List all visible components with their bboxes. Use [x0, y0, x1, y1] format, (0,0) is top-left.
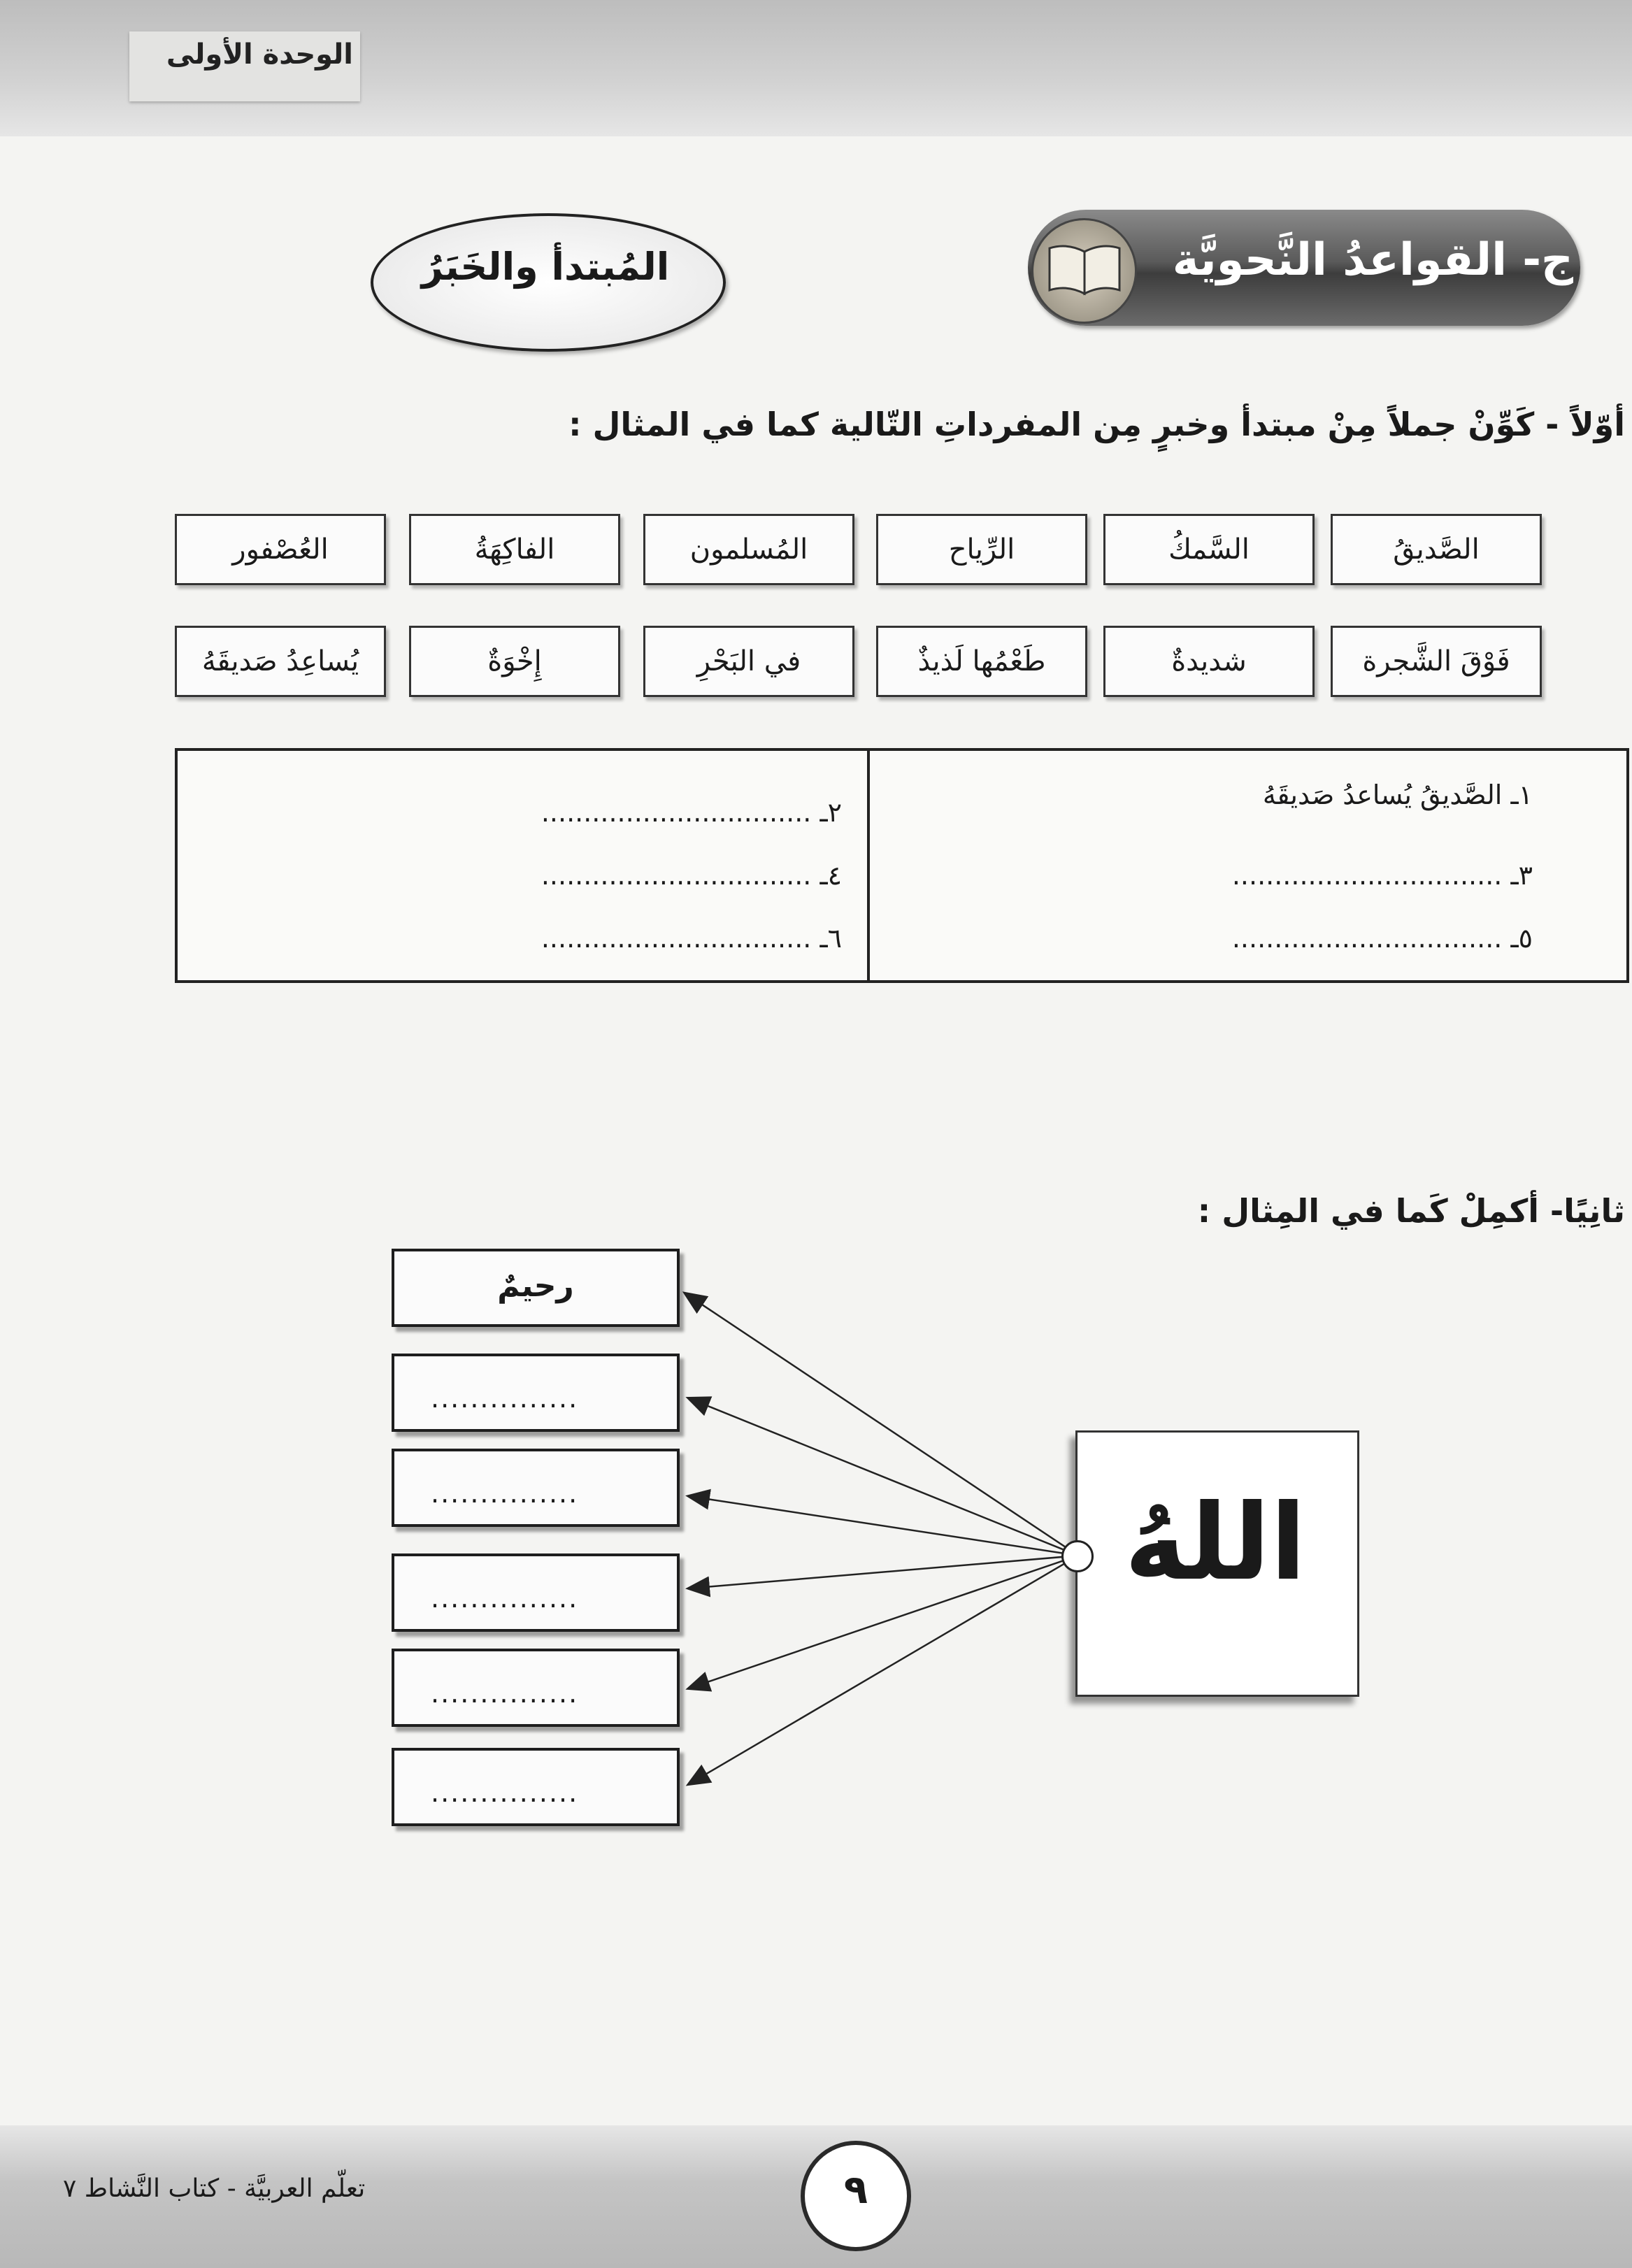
topic-title: المُبتدأ والخَبَرُ — [421, 245, 670, 289]
answer-box-5[interactable] — [392, 1649, 680, 1727]
dash: ـ — [1502, 780, 1519, 810]
dash: ـ — [1502, 860, 1519, 891]
line-number: ٦ — [827, 923, 842, 954]
dash: ـ — [1502, 923, 1519, 954]
arrow-3 — [689, 1496, 1078, 1556]
blank-dots: ................................ — [541, 923, 812, 954]
arrow-4 — [689, 1556, 1078, 1588]
activity2-instruction: ثانِيًا- أكمِلْ كَما في المِثال : — [1197, 1192, 1625, 1230]
answer-box-3[interactable] — [392, 1449, 680, 1527]
subject-box: المُسلمون — [643, 514, 854, 585]
example-sentence: الصَّديقُ يُساعدُ صَديقَهُ — [1262, 780, 1503, 810]
page-number: ٩ — [843, 2167, 868, 2213]
dash: ـ — [811, 860, 828, 891]
section-title: ج- القواعدُ النَّحويَّة — [1172, 234, 1573, 286]
arrow-6 — [689, 1556, 1078, 1784]
line-number: ١ — [1518, 780, 1533, 810]
dash: ـ — [811, 797, 828, 828]
blank-dots: ............... — [431, 1478, 579, 1509]
book-title: تعلّم العربيَّة - كتاب النَّشاط ٧ — [63, 2174, 366, 2203]
predicate-box: فَوْقَ الشَّجرة — [1331, 626, 1542, 697]
answer-box-1 — [392, 1249, 680, 1327]
answer-box-2[interactable] — [392, 1354, 680, 1432]
line-number: ٢ — [827, 797, 842, 828]
blank-dots: ............... — [431, 1777, 579, 1808]
predicate-box: إِخْوَةٌ — [409, 626, 620, 697]
subject-box: الرِّياح — [876, 514, 1087, 585]
subject-box: السَّمكُ — [1103, 514, 1315, 585]
unit-title: الوحدة الأولى — [166, 38, 353, 71]
blank-dots: ............... — [431, 1583, 579, 1614]
arrow-2 — [689, 1398, 1078, 1556]
arrow-1 — [685, 1293, 1078, 1556]
arrow-5 — [689, 1556, 1078, 1688]
line-number: ٣ — [1518, 860, 1533, 891]
subject-box: الفاكِهَةُ — [409, 514, 620, 585]
blank-dots: ................................ — [541, 860, 812, 891]
example-answer: رحيمٌ — [497, 1268, 574, 1304]
activity1-instruction: أوّلاً - كَوِّنْ جملاً مِنْ مبتدأ وخبرٍ مِن المفرداتِ التّالية كما في المثال : — [568, 405, 1625, 443]
blank-dots: ............... — [431, 1678, 579, 1709]
line-number: ٥ — [1518, 923, 1533, 954]
blank-dots: ................................ — [1231, 860, 1503, 891]
predicate-box: طَعْمُها لَذيذٌ — [876, 626, 1087, 697]
answer-box-4[interactable] — [392, 1553, 680, 1632]
predicate-box: في البَحْرِ — [643, 626, 854, 697]
answer-box-6[interactable] — [392, 1748, 680, 1826]
blank-dots: ................................ — [1231, 923, 1503, 954]
predicate-box: شديدةٌ — [1103, 626, 1315, 697]
center-word: اللهُ — [1124, 1482, 1306, 1604]
blank-dots: ............... — [431, 1383, 579, 1414]
subject-box: الصَّديقُ — [1331, 514, 1542, 585]
subject-box: العُصْفور — [175, 514, 386, 585]
dash: ـ — [811, 923, 828, 954]
blank-dots: ................................ — [541, 797, 812, 828]
predicate-box: يُساعِدُ صَديقَهُ — [175, 626, 386, 697]
line-number: ٤ — [827, 860, 842, 891]
